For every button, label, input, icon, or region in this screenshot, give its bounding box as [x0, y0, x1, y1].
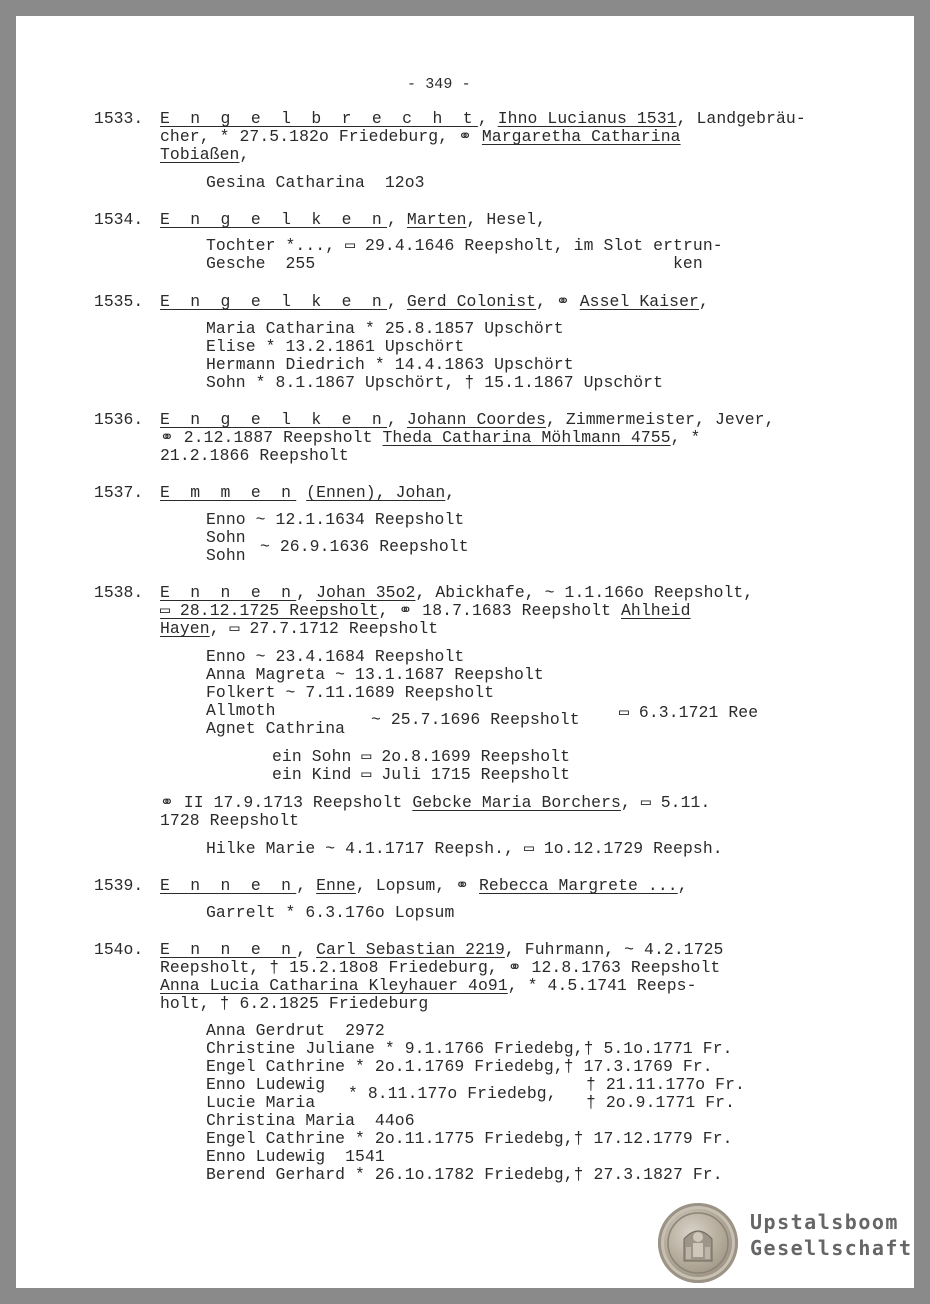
child-line: Sohn [206, 528, 246, 547]
child-line: Agnet Cathrina [206, 719, 346, 738]
seal-emblem-icon [658, 1203, 738, 1283]
child-line: Anna Gerdrut 2972 [206, 1021, 385, 1040]
child-line: Hilke Marie ~ 4.1.1717 Reepsh., ▭ 1o.12.1729 Reepsh. [206, 839, 723, 858]
surname: E n g e l k e n [160, 292, 388, 311]
child-line: Berend Gerhard * 26.1o.1782 Friedebg,† 27.3.1827 Fr. [206, 1165, 723, 1184]
child-line: Anna Magreta ~ 13.1.1687 Reepsholt [206, 665, 544, 684]
child-line: Enno ~ 23.4.1684 Reepsholt [206, 647, 465, 666]
child-line: Enno Ludewig 1541 [206, 1147, 385, 1166]
entry-number: 1536. [94, 410, 144, 429]
child-line: Elise * 13.2.1861 Upschört [206, 337, 465, 356]
surname: E n n e n [160, 940, 297, 959]
spouse-name: Tobiaßen [160, 145, 240, 164]
entry-number: 1534. [94, 210, 144, 229]
surname: E n g e l k e n [160, 410, 388, 429]
entry-head-line: Hayen, ▭ 27.7.1712 Reepsholt [160, 619, 439, 638]
given-name: Johan 35o2 [316, 583, 416, 602]
entry-number: 1537. [94, 483, 144, 502]
entry-head: E n g e l k e n, Johann Coordes, Zimmermeister, Jever, [160, 410, 775, 429]
entry-head-line: ▭ 28.12.1725 Reepsholt, ⚭ 18.7.1683 Reepsholt Ahlheid [160, 601, 691, 620]
child-line: Christine Juliane * 9.1.1766 Friedebg,† 5.1o.1771 Fr. [206, 1039, 733, 1058]
society-name: Upstalsboom Gesellschaft [750, 1210, 913, 1260]
surname: E n g e l b r e c h t [160, 109, 478, 128]
spouse-name: Rebecca Margrete ... [479, 876, 678, 895]
entry-number: 1535. [94, 292, 144, 311]
child-line: Tochter *..., ▭ 29.4.1646 Reepsholt, im Slot ertrun- [206, 236, 723, 255]
child-line: Enno Ludewig [206, 1075, 326, 1094]
given-name: Carl Sebastian 2219 [316, 940, 505, 959]
entry-number: 154o. [94, 940, 144, 959]
child-line: Engel Cathrine * 2o.1.1769 Friedebg,† 17.3.1769 Fr. [206, 1057, 713, 1076]
entry-number: 1533. [94, 109, 144, 128]
page-number: - 349 - [407, 76, 471, 93]
child-line: Christina Maria 44o6 [206, 1111, 415, 1130]
given-name: Enne [316, 876, 356, 895]
entry-head-line: ⚭ II 17.9.1713 Reepsholt Gebcke Maria Borchers, ▭ 5.11. [160, 793, 711, 812]
document-page [16, 16, 914, 1288]
given-name: (Ennen), Johan [306, 483, 446, 502]
spouse-name: Ahlheid [621, 601, 691, 620]
child-line: Enno ~ 12.1.1634 Reepsholt [206, 510, 465, 529]
grandchild-line: ein Sohn ▭ 2o.8.1699 Reepsholt [272, 747, 571, 766]
child-line: Sohn * 8.1.1867 Upschört, † 15.1.1867 Upschört [206, 373, 664, 392]
given-name: Ihno Lucianus 1531 [497, 109, 677, 128]
child-line: Engel Cathrine * 2o.11.1775 Friedebg,† 17.12.1779 Fr. [206, 1129, 733, 1148]
child-line: Allmoth [206, 701, 276, 720]
spouse-name: Anna Lucia Catharina Kleyhauer 4o91 [160, 976, 508, 995]
seal-figure-icon [658, 1203, 738, 1283]
given-name: Gerd Colonist [406, 292, 537, 311]
entry-head-line: Reepsholt, † 15.2.18o8 Friedeburg, ⚭ 12.8.1763 Reepsholt [160, 958, 721, 977]
entry-head-line: Anna Lucia Catharina Kleyhauer 4o91, * 4.5.1741 Reeps- [160, 976, 697, 995]
grandchild-line: ein Kind ▭ Juli 1715 Reepsholt [272, 765, 571, 784]
surname: E n n e n [160, 876, 297, 895]
spouse-name: Theda Catharina Möhlmann 4755 [382, 428, 671, 447]
entry-head: E n n e n, Enne, Lopsum, ⚭ Rebecca Margrete ..., [160, 876, 688, 895]
entry-head: E m m e n (Ennen), Johan, [160, 483, 456, 502]
entry-number: 1538. [94, 583, 144, 602]
given-name: Marten [406, 210, 467, 229]
entry-head-line: 21.2.1866 Reepsholt [160, 446, 349, 465]
child-line: Gesina Catharina 12o3 [206, 173, 425, 192]
spouse-name: Assel Kaiser [579, 292, 699, 311]
entry-number: 1539. [94, 876, 144, 895]
child-line: Lucie Maria [206, 1093, 316, 1112]
child-line: Gesche 255 ken [206, 254, 703, 273]
child-line: Hermann Diedrich * 14.4.1863 Upschört [206, 355, 574, 374]
given-name: Johann Coordes [406, 410, 547, 429]
surname: E m m e n [160, 483, 297, 502]
surname: E n g e l k e n [160, 210, 388, 229]
entry-head: E n g e l k e n, Marten, Hesel, [160, 210, 547, 229]
child-line: Garrelt * 6.3.176o Lopsum [206, 903, 455, 922]
spouse-name: Margaretha Catharina [481, 127, 681, 146]
entry-head-line: Tobiaßen, [160, 145, 250, 164]
child-line: Folkert ~ 7.11.1689 Reepsholt [206, 683, 495, 702]
entry-head: E n g e l k e n, Gerd Colonist, ⚭ Assel Kaiser, [160, 292, 709, 311]
entry-head-line: 1728 Reepsholt [160, 811, 300, 830]
spouse-name: Hayen [160, 619, 210, 638]
entry-head: E n n e n, Johan 35o2, Abickhafe, ~ 1.1.166o Reepsholt, [160, 583, 754, 602]
society-logo [658, 1203, 918, 1283]
child-line: ~ 26.9.1636 Reepsholt [260, 537, 469, 556]
child-line: † 2o.9.1771 Fr. [586, 1093, 736, 1112]
child-line: Maria Catharina * 25.8.1857 Upschört [206, 319, 564, 338]
child-line: Sohn [206, 546, 246, 565]
child-line: ▭ 6.3.1721 Ree [619, 703, 759, 722]
surname: E n n e n [160, 583, 297, 602]
child-line: * 8.11.177o Friedebg, [348, 1084, 557, 1103]
entry-head: E n g e l b r e c h t, Ihno Lucianus 1531, Landgebräu- [160, 109, 806, 128]
child-line: † 21.11.177o Fr. [586, 1075, 745, 1094]
entry-head-line: holt, † 6.2.1825 Friedeburg [160, 994, 429, 1013]
entry-head-line: ⚭ 2.12.1887 Reepsholt Theda Catharina Möhlmann 4755, * [160, 428, 701, 447]
child-line: ~ 25.7.1696 Reepsholt [371, 710, 580, 729]
entry-head: E n n e n, Carl Sebastian 2219, Fuhrmann, ~ 4.2.1725 [160, 940, 724, 959]
spouse-name: Gebcke Maria Borchers [412, 793, 621, 812]
entry-head-line: cher, * 27.5.182o Friedeburg, ⚭ Margaretha Catharina [160, 127, 681, 146]
